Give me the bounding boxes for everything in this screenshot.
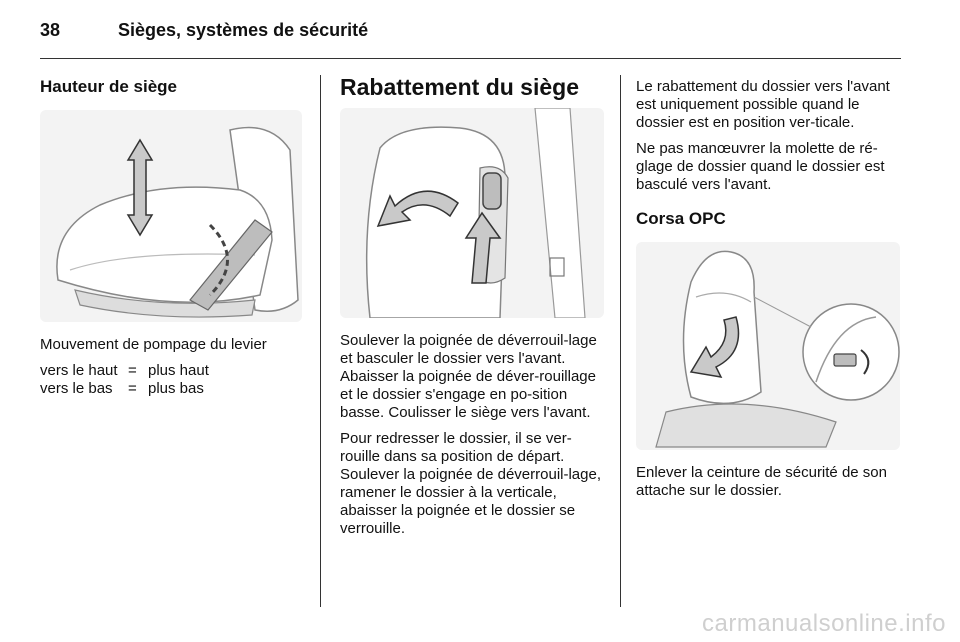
seat-height-table: [40, 362, 305, 398]
header-rule: [40, 58, 901, 59]
seat-height-illustration: [40, 110, 302, 322]
table-separator: =: [128, 362, 137, 379]
middle-column: [340, 74, 608, 546]
fold-seat-paragraph: Soulever la poignée de déverrouil-lage et basculer le dossier vers l'avant. Abaisser la poignée de déver-rouillage et le dossier s'engage en po-sition basse. Coulisser le siège vers l'avant.: [340, 332, 597, 421]
seat-height-heading: Hauteur de siège: [40, 77, 177, 96]
up-down-arrow-icon: [128, 140, 152, 235]
table-action: vers le bas: [40, 380, 113, 397]
corsa-opc-illustration: [636, 242, 900, 450]
seat-height-caption: Mouvement de pompage du levier: [40, 336, 267, 353]
column-divider-2: [620, 75, 621, 607]
left-column: [40, 78, 305, 398]
table-result: plus haut: [148, 362, 209, 379]
watermark: carmanualsonline.info: [702, 610, 946, 637]
fold-condition-paragraph: Le rabattement du dossier vers l'avant est uniquement possible quand le dossier est en position ver-ticale.: [636, 78, 890, 131]
column-divider-1: [320, 75, 321, 607]
table-action: vers le haut: [40, 362, 118, 379]
table-row: [40, 362, 305, 380]
table-row: [40, 380, 305, 398]
page-number: 38: [40, 20, 61, 40]
table-separator: =: [128, 380, 137, 397]
chapter-title: Sièges, systèmes de sécurité: [118, 20, 369, 40]
fold-seat-heading: Rabattement du siège: [340, 74, 579, 100]
fold-seat-illustration: [340, 108, 604, 318]
corsa-opc-heading: Corsa OPC: [636, 209, 726, 228]
right-column: [636, 78, 902, 500]
corsa-opc-caption: Enlever la ceinture de sécurité de son attache sur le dossier.: [636, 464, 887, 499]
fold-warning-paragraph: Ne pas manœuvrer la molette de ré-glage de dossier quand le dossier est basculé vers l'avant.: [636, 140, 885, 193]
fold-seat-paragraph: Pour redresser le dossier, il se ver-rouille dans sa position de départ. Soulever la poignée de déverrouil-lage, ramener le dossier à la verticale, abaisser la poignée et le dossier se verrouille.: [340, 430, 602, 537]
table-result: plus bas: [148, 380, 204, 397]
